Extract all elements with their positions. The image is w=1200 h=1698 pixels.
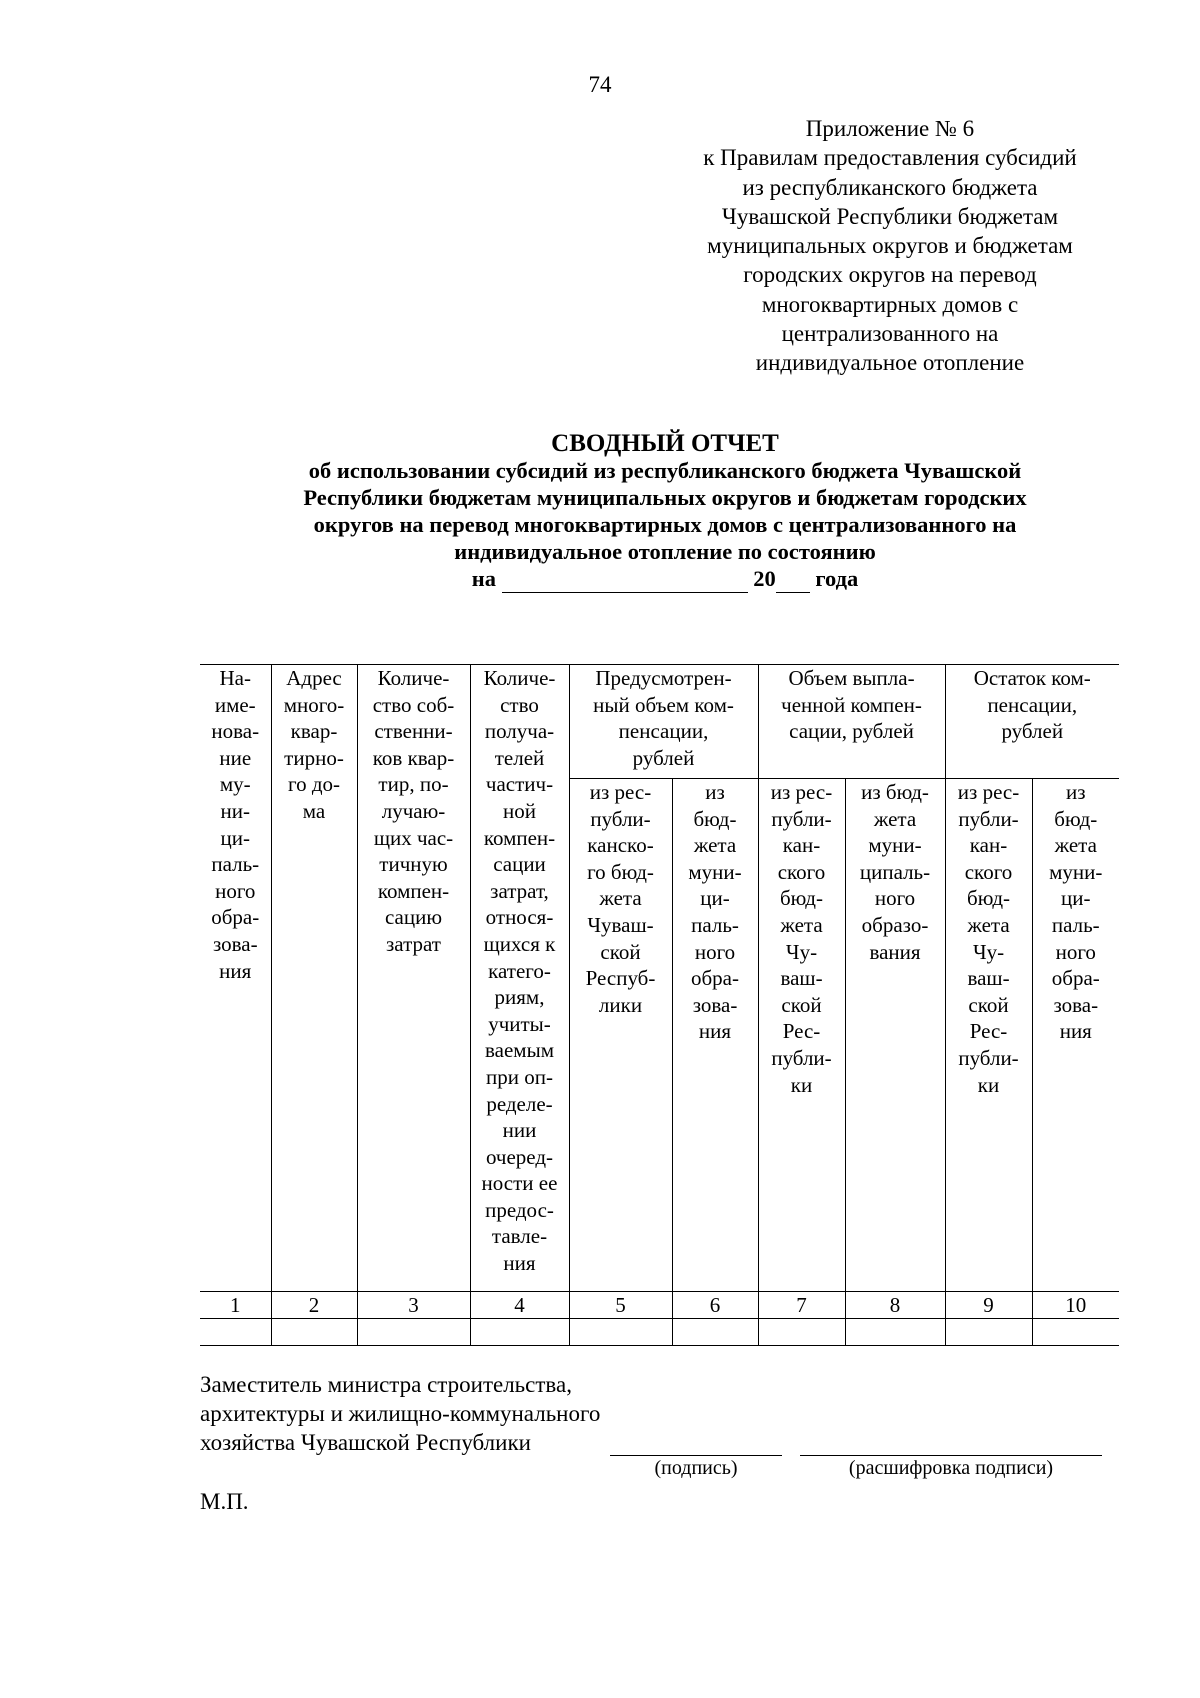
column-number-row	[200, 1292, 1119, 1319]
appendix-line: многоквартирных домов с	[761, 291, 1019, 317]
table-cell[interactable]	[357, 1319, 470, 1346]
header-owners-count: Количе- ство соб- ственни- ков квар- тир, по- лучаю- щих час- тичную компен- сацию затрат	[357, 665, 470, 1292]
table-cell[interactable]	[470, 1319, 569, 1346]
table-row	[200, 1319, 1119, 1346]
column-number: 2	[271, 1292, 357, 1319]
appendix-line: Приложение № 6	[805, 116, 975, 141]
table-cell[interactable]	[1032, 1319, 1119, 1346]
table-cell[interactable]	[672, 1319, 758, 1346]
column-number: 6	[672, 1292, 758, 1319]
date-year: 20	[753, 566, 776, 591]
date-prefix: на	[471, 566, 496, 591]
signatory-line: архитектуры и жилищно-коммунального	[200, 1401, 601, 1426]
report-table	[200, 664, 1119, 1346]
column-number: 8	[845, 1292, 945, 1319]
report-title-main: СВОДНЫЙ ОТЧЕТ	[551, 430, 779, 457]
header-municipality: На- име- нова- ние му- ни- ци- паль- ного обра- зова- ния	[200, 665, 271, 1292]
signatory-block	[200, 1370, 600, 1457]
table-cell[interactable]	[758, 1319, 845, 1346]
column-number: 9	[945, 1292, 1032, 1319]
signatory-line: Заместитель министра строительства,	[200, 1372, 572, 1397]
report-title-line: об использовании субсидий из республиканского бюджета Чувашской	[308, 458, 1022, 483]
header-paid-compensation: Объем выпла- ченной компен- сации, рублей	[758, 665, 945, 779]
header-recipients-count: Количе- ство получа- телей частич- ной компен- сации затрат, относя- щихся к катего- риям, учиты- ваемым при оп- ределе- нии очеред- ности ее предос- тавле- ния	[470, 665, 569, 1292]
report-date-line	[0, 565, 1200, 593]
appendix-line: муниципальных округов и бюджетам	[707, 233, 1073, 259]
table-cell[interactable]	[271, 1319, 357, 1346]
page-number: 74	[588, 72, 612, 97]
header-paid-municipal: из бюд- жета муни- ципаль- ного образо- вания	[845, 779, 945, 1292]
column-number: 4	[470, 1292, 569, 1319]
appendix-line: из республиканского бюджета	[742, 174, 1038, 200]
table-cell[interactable]	[200, 1319, 271, 1346]
table-cell[interactable]	[945, 1319, 1032, 1346]
report-title-line: Республики бюджетам муниципальных округов и бюджетам городских	[303, 485, 1027, 510]
header-planned-republican: из рес- публи- канско- го бюд- жета Чуваш- ской Респуб- лики	[569, 779, 672, 1292]
stamp-placeholder: М.П.	[200, 1489, 249, 1514]
appendix-line: индивидуальное отопление	[755, 350, 1025, 376]
signature-caption: (подпись)	[654, 1457, 738, 1479]
appendix-line: к Правилам предоставления субсидий	[703, 145, 1077, 171]
date-blank-field[interactable]	[502, 565, 748, 593]
header-address: Адрес много- квар- тирно- го до- ма	[271, 665, 357, 1292]
appendix-line: централизованного на	[781, 321, 999, 347]
report-title	[0, 430, 1200, 593]
table-cell[interactable]	[569, 1319, 672, 1346]
header-remaining-municipal: из бюд- жета муни- ци- паль- ного обра- зова- ния	[1032, 779, 1119, 1292]
year-blank-field[interactable]	[776, 565, 810, 593]
signature-decode-field[interactable]	[800, 1455, 1102, 1456]
report-title-line: индивидуальное отопление по состоянию	[454, 539, 876, 564]
appendix-note	[660, 114, 1120, 378]
signature-decode-caption: (расшифровка подписи)	[848, 1457, 1054, 1479]
signature-field[interactable]	[610, 1455, 782, 1456]
header-paid-republican: из рес- публи- кан- ского бюд- жета Чу- ваш- ской Рес- публи- ки	[758, 779, 845, 1292]
column-number: 7	[758, 1292, 845, 1319]
signatory-line: хозяйства Чувашской Республики	[200, 1430, 531, 1455]
appendix-line: Чувашской Республики бюджетам	[721, 203, 1059, 229]
column-number: 10	[1032, 1292, 1119, 1319]
header-planned-municipal: из бюд- жета муни- ци- паль- ного обра- зова- ния	[672, 779, 758, 1292]
header-remaining-compensation: Остаток ком- пенсации, рублей	[945, 665, 1119, 779]
column-number: 3	[357, 1292, 470, 1319]
column-number: 5	[569, 1292, 672, 1319]
column-number: 1	[200, 1292, 271, 1319]
report-title-line: округов на перевод многоквартирных домов с централизованного на	[313, 512, 1017, 537]
date-suffix: года	[815, 566, 859, 591]
appendix-line: городских округов на перевод	[743, 262, 1037, 288]
table-cell[interactable]	[845, 1319, 945, 1346]
header-remaining-republican: из рес- публи- кан- ского бюд- жета Чу- ваш- ской Рес- публи- ки	[945, 779, 1032, 1292]
header-planned-compensation: Предусмотрен- ный объем ком- пенсации, рублей	[569, 665, 758, 779]
